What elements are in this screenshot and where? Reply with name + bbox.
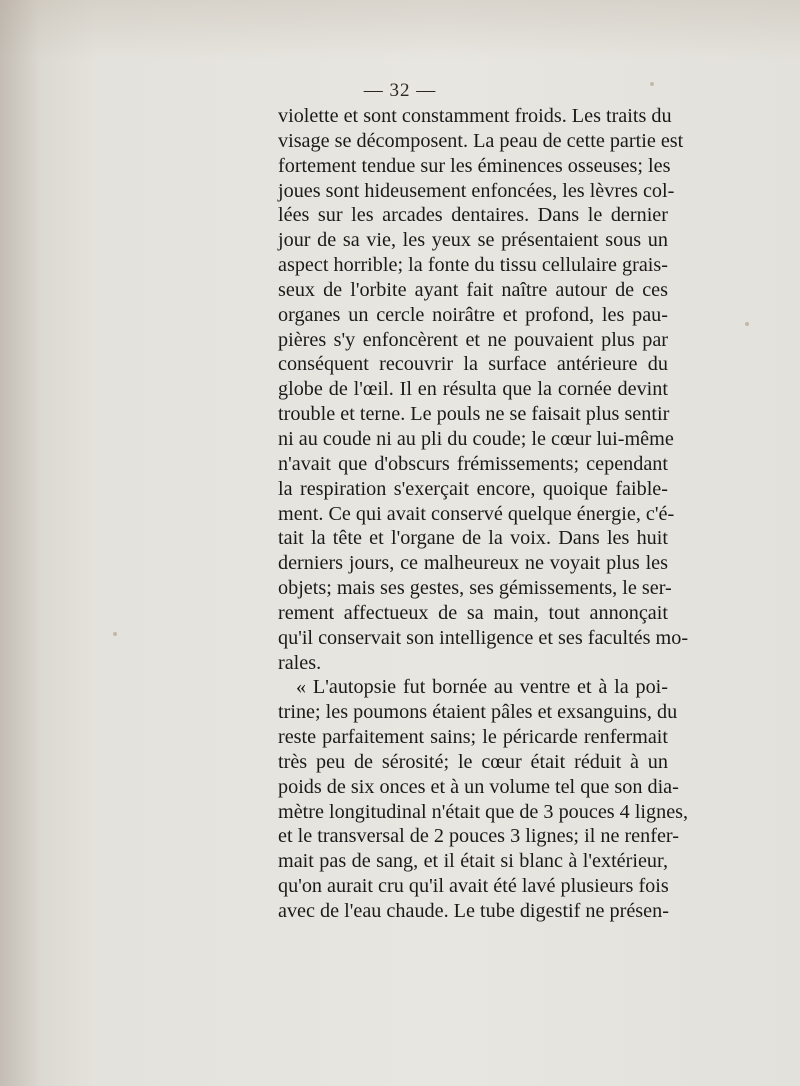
text-line: tait la tête et l'organe de la voix. Dans les huit [278,527,668,550]
page-number: — 32 — [363,80,437,101]
text-line: derniers jours, ce malheureux ne voyait plus les [278,552,668,575]
text-line: mètre longitudinal n'était que de 3 pouces 4 lignes, [278,800,689,823]
text-line: seux de l'orbite ayant fait naître autour de ces [278,278,668,301]
text-line: trine; les poumons étaient pâles et exsanguins, du [278,701,678,724]
text-line: violette et sont constamment froids. Les traits du [278,105,672,127]
text-line: rement affectueux de sa main, tout annonçait [278,601,668,624]
paragraph-start-line: « L'autopsie fut bornée au ventre et à la poi- [296,676,668,699]
text-line: la respiration s'exerçait encore, quoique faible- [278,477,668,500]
text-line: qu'on aurait cru qu'il avait été lavé plusieurs fois [278,875,669,898]
text-line: reste parfaitement sains; le péricarde renfermait [278,726,668,749]
text-line: joues sont hideusement enfoncées, les lèvres col- [278,179,675,202]
text-line: objets; mais ses gestes, ses gémissements, le ser- [278,577,672,600]
text-line: globe de l'œil. Il en résulta que la cornée devint [278,378,668,401]
text-line: avec de l'eau chaude. Le tube digestif ne présen- [278,900,669,922]
text-line: conséquent recouvrir la surface antérieure du [278,353,668,376]
text-line: aspect horrible; la fonte du tissu cellulaire grais- [278,254,668,277]
paper-speck [650,82,654,86]
text-line: ni au coude ni au pli du coude; le cœur lui-même [278,427,674,450]
paper-speck [745,322,749,326]
text-line: lées sur les arcades dentaires. Dans le dernier [278,204,668,227]
text-line: organes un cercle noirâtre et profond, les pau- [278,303,668,326]
text-line: fortement tendue sur les éminences osseuses; les [278,154,671,177]
text-line: ment. Ce qui avait conservé quelque énergie, c'é- [278,502,675,525]
text-line: qu'il conservait son intelligence et ses facultés mo- [278,626,689,649]
text-line: n'avait que d'obscurs frémissements; cependant [278,452,668,475]
text-line: jour de sa vie, les yeux se présentaient sous un [278,229,668,252]
text-line: visage se décomposent. La peau de cette partie est [278,129,684,152]
paragraph-end-line: rales. [278,651,322,674]
text-line: et le transversal de 2 pouces 3 lignes; il ne renfer- [278,825,679,848]
paper-speck [113,632,117,636]
text-line: pières s'y enfoncèrent et ne pouvaient plus par [278,328,668,351]
body-text [278,104,689,924]
text-line: très peu de sérosité; le cœur était réduit à un [278,750,668,773]
text-line: mait pas de sang, et il était si blanc à l'extérieur, [278,850,668,873]
text-line: poids de six onces et à un volume tel que son dia- [278,775,679,798]
text-line: trouble et terne. Le pouls ne se faisait plus sentir [278,403,670,426]
